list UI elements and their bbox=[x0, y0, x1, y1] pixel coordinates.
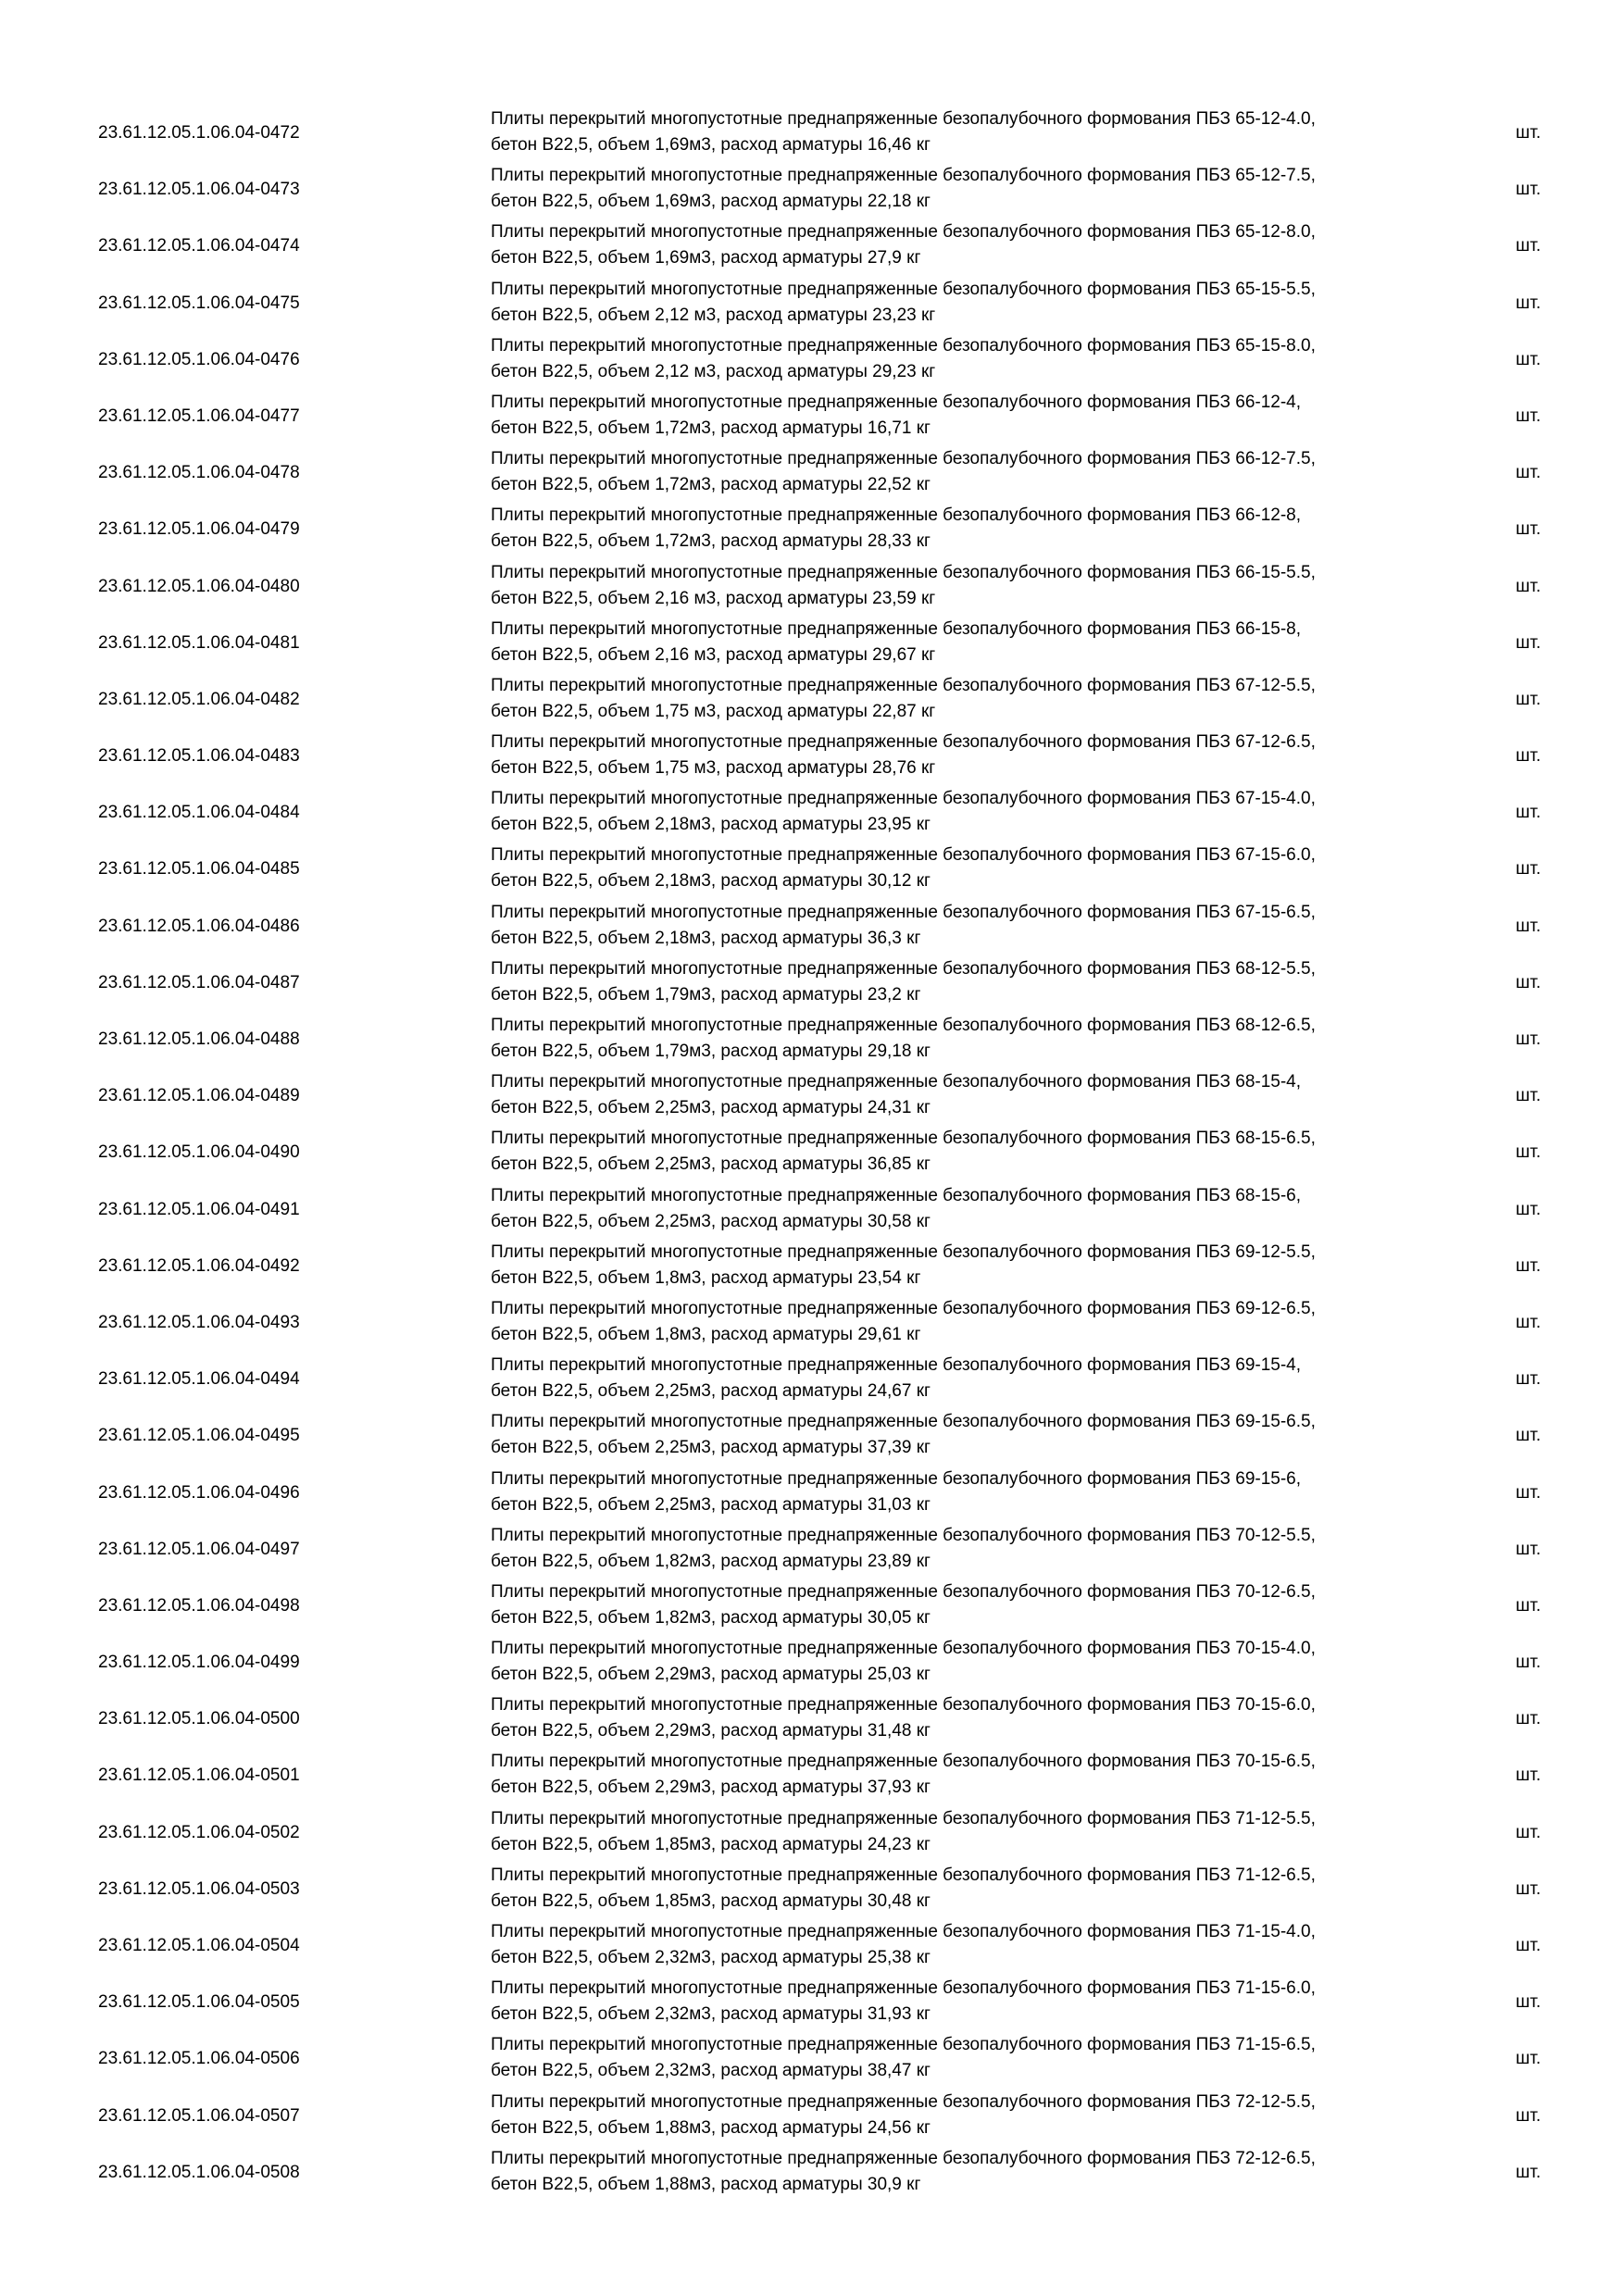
unit-of-measure: шт. bbox=[1516, 293, 1542, 313]
unit-of-measure: шт. bbox=[1516, 349, 1542, 369]
description-line-1: Плиты перекрытий многопустотные преднапряженные безопалубочного формования ПБЗ 72-12-6.5, bbox=[491, 2148, 1316, 2168]
resource-description bbox=[491, 1126, 1491, 1178]
resource-description bbox=[491, 219, 1491, 271]
resource-code: 23.61.12.05.1.06.04-0484 bbox=[98, 803, 300, 823]
description-line-2: бетон В22,5, объем 2,25м3, расход арматуры 24,31 кг bbox=[491, 1098, 931, 1118]
description-line-2: бетон В22,5, объем 1,72м3, расход арматуры 16,71 кг bbox=[491, 418, 931, 438]
resource-description bbox=[491, 2090, 1491, 2141]
description-line-2: бетон В22,5, объем 1,69м3, расход арматуры 27,9 кг bbox=[491, 248, 921, 268]
unit-of-measure: шт. bbox=[1516, 1822, 1542, 1842]
resource-code: 23.61.12.05.1.06.04-0478 bbox=[98, 463, 300, 483]
description-line-2: бетон В22,5, объем 1,69м3, расход арматуры 16,46 кг bbox=[491, 135, 931, 155]
resource-code: 23.61.12.05.1.06.04-0492 bbox=[98, 1255, 300, 1276]
table-row bbox=[0, 1578, 1624, 1634]
resource-code: 23.61.12.05.1.06.04-0476 bbox=[98, 349, 300, 369]
table-row bbox=[0, 1974, 1624, 2030]
resource-description bbox=[491, 560, 1491, 612]
resource-description bbox=[491, 1183, 1491, 1235]
description-line-2: бетон В22,5, объем 2,12 м3, расход арматуры 23,23 кг bbox=[491, 305, 936, 325]
table-row bbox=[0, 1124, 1624, 1180]
table-row bbox=[0, 1917, 1624, 1974]
resource-code: 23.61.12.05.1.06.04-0496 bbox=[98, 1482, 300, 1503]
table-row bbox=[0, 331, 1624, 388]
description-line-2: бетон В22,5, объем 2,18м3, расход арматуры 36,3 кг bbox=[491, 928, 921, 948]
table-row bbox=[0, 1011, 1624, 1067]
description-line-1: Плиты перекрытий многопустотные преднапряженные безопалубочного формования ПБЗ 67-15-6.5, bbox=[491, 902, 1316, 922]
description-line-1: Плиты перекрытий многопустотные преднапряженные безопалубочного формования ПБЗ 70-15-6.0, bbox=[491, 1695, 1316, 1716]
resource-description bbox=[491, 333, 1491, 385]
unit-of-measure: шт. bbox=[1516, 1199, 1542, 1219]
description-line-2: бетон В22,5, объем 2,32м3, расход арматуры 25,38 кг bbox=[491, 1948, 931, 1967]
table-row bbox=[0, 1181, 1624, 1238]
description-line-2: бетон В22,5, объем 1,75 м3, расход арматуры 28,76 кг bbox=[491, 758, 936, 779]
resource-description bbox=[491, 1353, 1491, 1404]
table-row bbox=[0, 615, 1624, 671]
unit-of-measure: шт. bbox=[1516, 1936, 1542, 1955]
description-line-1: Плиты перекрытий многопустотные преднапряженные безопалубочного формования ПБЗ 69-12-5.5, bbox=[491, 1242, 1316, 1262]
resource-description bbox=[491, 106, 1491, 158]
table-row bbox=[0, 161, 1624, 218]
description-line-1: Плиты перекрытий многопустотные преднапряженные безопалубочного формования ПБЗ 69-15-6, bbox=[491, 1468, 1302, 1489]
description-line-1: Плиты перекрытий многопустотные преднапряженные безопалубочного формования ПБЗ 67-12-6.5, bbox=[491, 732, 1316, 753]
table-row bbox=[0, 275, 1624, 331]
description-line-2: бетон В22,5, объем 1,72м3, расход арматуры 28,33 кг bbox=[491, 531, 931, 552]
resource-code: 23.61.12.05.1.06.04-0481 bbox=[98, 632, 300, 653]
description-line-1: Плиты перекрытий многопустотные преднапряженные безопалубочного формования ПБЗ 70-15-6.5, bbox=[491, 1752, 1316, 1772]
unit-of-measure: шт. bbox=[1516, 2162, 1542, 2182]
resource-code: 23.61.12.05.1.06.04-0485 bbox=[98, 859, 300, 880]
description-line-2: бетон В22,5, объем 2,16 м3, расход арматуры 29,67 кг bbox=[491, 644, 936, 665]
resource-description bbox=[491, 2146, 1491, 2198]
unit-of-measure: шт. bbox=[1516, 1766, 1542, 1786]
resource-description bbox=[491, 1806, 1491, 1858]
unit-of-measure: шт. bbox=[1516, 859, 1542, 880]
unit-of-measure: шт. bbox=[1516, 972, 1542, 992]
unit-of-measure: шт. bbox=[1516, 1255, 1542, 1276]
resource-code: 23.61.12.05.1.06.04-0498 bbox=[98, 1595, 300, 1616]
description-line-2: бетон В22,5, объем 1,82м3, расход арматуры 23,89 кг bbox=[491, 1551, 931, 1571]
resource-code: 23.61.12.05.1.06.04-0493 bbox=[98, 1312, 300, 1332]
unit-of-measure: шт. bbox=[1516, 1482, 1542, 1503]
resource-description bbox=[491, 786, 1491, 838]
unit-of-measure: шт. bbox=[1516, 519, 1542, 540]
description-line-2: бетон В22,5, объем 2,18м3, расход арматуры 30,12 кг bbox=[491, 871, 931, 892]
description-line-1: Плиты перекрытий многопустотные преднапряженные безопалубочного формования ПБЗ 66-15-5.5, bbox=[491, 562, 1316, 582]
table-row bbox=[0, 218, 1624, 274]
description-line-1: Плиты перекрытий многопустотные преднапряженные безопалубочного формования ПБЗ 66-12-8, bbox=[491, 505, 1302, 526]
resource-code: 23.61.12.05.1.06.04-0507 bbox=[98, 2105, 300, 2126]
description-line-1: Плиты перекрытий многопустотные преднапряженные безопалубочного формования ПБЗ 71-15-6.5, bbox=[491, 2035, 1316, 2055]
table-row bbox=[0, 1238, 1624, 1294]
resource-description bbox=[491, 1749, 1491, 1801]
table-row bbox=[0, 1521, 1624, 1578]
resource-code: 23.61.12.05.1.06.04-0501 bbox=[98, 1766, 300, 1786]
resource-description bbox=[491, 1523, 1491, 1575]
description-line-2: бетон В22,5, объем 2,32м3, расход арматуры 38,47 кг bbox=[491, 2061, 931, 2081]
description-line-2: бетон В22,5, объем 2,25м3, расход арматуры 30,58 кг bbox=[491, 1211, 931, 1231]
unit-of-measure: шт. bbox=[1516, 576, 1542, 596]
unit-of-measure: шт. bbox=[1516, 1426, 1542, 1446]
resource-description bbox=[491, 1240, 1491, 1292]
description-line-1: Плиты перекрытий многопустотные преднапряженные безопалубочного формования ПБЗ 69-15-6.5, bbox=[491, 1412, 1316, 1432]
resource-code: 23.61.12.05.1.06.04-0503 bbox=[98, 1878, 300, 1899]
resource-code: 23.61.12.05.1.06.04-0508 bbox=[98, 2162, 300, 2182]
resource-description bbox=[491, 503, 1491, 555]
description-line-2: бетон В22,5, объем 1,85м3, расход арматуры 30,48 кг bbox=[491, 1890, 931, 1911]
resource-code: 23.61.12.05.1.06.04-0505 bbox=[98, 1992, 300, 2013]
resource-description bbox=[491, 1013, 1491, 1065]
description-line-2: бетон В22,5, объем 1,79м3, расход арматуры 23,2 кг bbox=[491, 984, 921, 1004]
unit-of-measure: шт. bbox=[1516, 1709, 1542, 1729]
unit-of-measure: шт. bbox=[1516, 632, 1542, 653]
table-row bbox=[0, 388, 1624, 444]
unit-of-measure: шт. bbox=[1516, 1595, 1542, 1616]
description-line-1: Плиты перекрытий многопустотные преднапряженные безопалубочного формования ПБЗ 71-12-5.5, bbox=[491, 1808, 1316, 1828]
table-row bbox=[0, 955, 1624, 1011]
table-row bbox=[0, 105, 1624, 161]
description-line-1: Плиты перекрытий многопустотные преднапряженные безопалубочного формования ПБЗ 70-15-4.0, bbox=[491, 1639, 1316, 1659]
description-line-2: бетон В22,5, объем 1,72м3, расход арматуры 22,52 кг bbox=[491, 475, 931, 495]
table-row bbox=[0, 671, 1624, 728]
description-line-2: бетон В22,5, объем 2,12 м3, расход арматуры 29,23 кг bbox=[491, 361, 936, 381]
resource-description bbox=[491, 1863, 1491, 1915]
resource-description bbox=[491, 446, 1491, 498]
table-row bbox=[0, 558, 1624, 615]
resource-code: 23.61.12.05.1.06.04-0497 bbox=[98, 1539, 300, 1559]
unit-of-measure: шт. bbox=[1516, 2049, 1542, 2069]
description-line-1: Плиты перекрытий многопустотные преднапряженные безопалубочного формования ПБЗ 71-15-4.0, bbox=[491, 1922, 1316, 1941]
resource-description bbox=[491, 390, 1491, 442]
resource-description bbox=[491, 1069, 1491, 1121]
resource-description bbox=[491, 1692, 1491, 1744]
resource-code: 23.61.12.05.1.06.04-0480 bbox=[98, 576, 300, 596]
description-line-2: бетон В22,5, объем 2,16 м3, расход арматуры 23,59 кг bbox=[491, 588, 936, 608]
description-line-1: Плиты перекрытий многопустотные преднапряженные безопалубочного формования ПБЗ 70-12-6.5, bbox=[491, 1581, 1316, 1602]
description-line-2: бетон В22,5, объем 1,88м3, расход арматуры 24,56 кг bbox=[491, 2117, 931, 2138]
table-row bbox=[0, 898, 1624, 955]
resource-code: 23.61.12.05.1.06.04-0500 bbox=[98, 1709, 300, 1729]
resource-description bbox=[491, 1919, 1491, 1971]
unit-of-measure: шт. bbox=[1516, 236, 1542, 256]
resource-description bbox=[491, 277, 1491, 329]
description-line-2: бетон В22,5, объем 1,8м3, расход арматуры 29,61 кг bbox=[491, 1324, 921, 1344]
description-line-1: Плиты перекрытий многопустотные преднапряженные безопалубочного формования ПБЗ 68-15-6, bbox=[491, 1185, 1302, 1205]
unit-of-measure: шт. bbox=[1516, 1142, 1542, 1163]
unit-of-measure: шт. bbox=[1516, 1312, 1542, 1332]
description-line-2: бетон В22,5, объем 2,25м3, расход арматуры 36,85 кг bbox=[491, 1154, 931, 1175]
description-line-1: Плиты перекрытий многопустотные преднапряженные безопалубочного формования ПБЗ 66-15-8, bbox=[491, 618, 1302, 639]
resource-description bbox=[491, 842, 1491, 894]
resource-code: 23.61.12.05.1.06.04-0479 bbox=[98, 519, 300, 540]
resource-description bbox=[491, 730, 1491, 781]
description-line-1: Плиты перекрытий многопустотные преднапряженные безопалубочного формования ПБЗ 69-12-6.5, bbox=[491, 1298, 1316, 1318]
description-line-1: Плиты перекрытий многопустотные преднапряженные безопалубочного формования ПБЗ 68-12-6.5, bbox=[491, 1016, 1316, 1035]
unit-of-measure: шт. bbox=[1516, 1878, 1542, 1899]
description-line-2: бетон В22,5, объем 2,29м3, расход арматуры 25,03 кг bbox=[491, 1665, 931, 1685]
description-line-2: бетон В22,5, объем 2,25м3, расход арматуры 37,39 кг bbox=[491, 1438, 931, 1458]
description-line-2: бетон В22,5, объем 1,79м3, расход арматуры 29,18 кг bbox=[491, 1042, 931, 1061]
description-line-2: бетон В22,5, объем 1,69м3, расход арматуры 22,18 кг bbox=[491, 192, 931, 212]
description-line-1: Плиты перекрытий многопустотные преднапряженные безопалубочного формования ПБЗ 68-15-6.5, bbox=[491, 1129, 1316, 1149]
table-row bbox=[0, 444, 1624, 501]
unit-of-measure: шт. bbox=[1516, 1539, 1542, 1559]
table-row bbox=[0, 1407, 1624, 1464]
resource-description bbox=[491, 163, 1491, 215]
resource-code: 23.61.12.05.1.06.04-0490 bbox=[98, 1142, 300, 1163]
description-line-1: Плиты перекрытий многопустотные преднапряженные безопалубочного формования ПБЗ 69-15-4, bbox=[491, 1355, 1302, 1376]
unit-of-measure: шт. bbox=[1516, 1653, 1542, 1673]
unit-of-measure: шт. bbox=[1516, 463, 1542, 483]
resource-code: 23.61.12.05.1.06.04-0499 bbox=[98, 1653, 300, 1673]
unit-of-measure: шт. bbox=[1516, 180, 1542, 200]
resource-description bbox=[491, 1976, 1491, 2028]
table-row bbox=[0, 728, 1624, 784]
resource-code: 23.61.12.05.1.06.04-0473 bbox=[98, 180, 300, 200]
description-line-2: бетон В22,5, объем 1,82м3, расход арматуры 30,05 кг bbox=[491, 1607, 931, 1628]
description-line-1: Плиты перекрытий многопустотные преднапряженные безопалубочного формования ПБЗ 66-12-4, bbox=[491, 392, 1302, 412]
table-row bbox=[0, 501, 1624, 557]
resource-code: 23.61.12.05.1.06.04-0482 bbox=[98, 689, 300, 709]
description-line-2: бетон В22,5, объем 1,8м3, расход арматуры 23,54 кг bbox=[491, 1267, 921, 1288]
unit-of-measure: шт. bbox=[1516, 1369, 1542, 1390]
resource-code: 23.61.12.05.1.06.04-0506 bbox=[98, 2049, 300, 2069]
unit-of-measure: шт. bbox=[1516, 2105, 1542, 2126]
resource-code: 23.61.12.05.1.06.04-0475 bbox=[98, 293, 300, 313]
resource-code: 23.61.12.05.1.06.04-0487 bbox=[98, 972, 300, 992]
description-line-1: Плиты перекрытий многопустотные преднапряженные безопалубочного формования ПБЗ 68-12-5.5, bbox=[491, 958, 1316, 979]
description-line-2: бетон В22,5, объем 2,25м3, расход арматуры 31,03 кг bbox=[491, 1494, 931, 1515]
resource-code: 23.61.12.05.1.06.04-0489 bbox=[98, 1086, 300, 1106]
description-line-1: Плиты перекрытий многопустотные преднапряженные безопалубочного формования ПБЗ 67-12-5.5, bbox=[491, 675, 1316, 695]
resource-description bbox=[491, 1466, 1491, 1518]
description-line-1: Плиты перекрытий многопустотные преднапряженные безопалубочного формования ПБЗ 65-12-8.0, bbox=[491, 222, 1316, 243]
description-line-2: бетон В22,5, объем 2,25м3, расход арматуры 24,67 кг bbox=[491, 1381, 931, 1402]
table-row bbox=[0, 1465, 1624, 1521]
resource-code: 23.61.12.05.1.06.04-0502 bbox=[98, 1822, 300, 1842]
table-row bbox=[0, 2144, 1624, 2201]
table-row bbox=[0, 2088, 1624, 2144]
description-line-1: Плиты перекрытий многопустотные преднапряженные безопалубочного формования ПБЗ 65-12-7.5, bbox=[491, 166, 1316, 186]
unit-of-measure: шт. bbox=[1516, 1086, 1542, 1106]
table-row bbox=[0, 1861, 1624, 1917]
unit-of-measure: шт. bbox=[1516, 916, 1542, 936]
table-row bbox=[0, 2030, 1624, 2087]
resource-code: 23.61.12.05.1.06.04-0495 bbox=[98, 1426, 300, 1446]
unit-of-measure: шт. bbox=[1516, 1029, 1542, 1049]
resource-code: 23.61.12.05.1.06.04-0477 bbox=[98, 406, 300, 426]
table-row bbox=[0, 841, 1624, 897]
unit-of-measure: шт. bbox=[1516, 746, 1542, 767]
table-row bbox=[0, 1294, 1624, 1351]
description-line-1: Плиты перекрытий многопустотные преднапряженные безопалубочного формования ПБЗ 70-12-5.5, bbox=[491, 1525, 1316, 1545]
description-line-2: бетон В22,5, объем 1,75 м3, расход арматуры 22,87 кг bbox=[491, 701, 936, 721]
description-line-1: Плиты перекрытий многопустотные преднапряженные безопалубочного формования ПБЗ 67-15-6.0, bbox=[491, 845, 1316, 866]
description-line-1: Плиты перекрытий многопустотные преднапряженные безопалубочного формования ПБЗ 65-12-4.0, bbox=[491, 109, 1316, 129]
description-line-1: Плиты перекрытий многопустотные преднапряженные безопалубочного формования ПБЗ 67-15-4.0, bbox=[491, 789, 1316, 809]
description-line-1: Плиты перекрытий многопустотные преднапряженные безопалубочного формования ПБЗ 71-15-6.0, bbox=[491, 1978, 1316, 1999]
description-line-2: бетон В22,5, объем 2,32м3, расход арматуры 31,93 кг bbox=[491, 2004, 931, 2025]
description-line-1: Плиты перекрытий многопустотные преднапряженные безопалубочного формования ПБЗ 68-15-4, bbox=[491, 1072, 1302, 1092]
resource-code: 23.61.12.05.1.06.04-0504 bbox=[98, 1936, 300, 1955]
unit-of-measure: шт. bbox=[1516, 1992, 1542, 2013]
description-line-1: Плиты перекрытий многопустотные преднапряженные безопалубочного формования ПБЗ 72-12-5.5, bbox=[491, 2091, 1316, 2112]
description-line-2: бетон В22,5, объем 2,29м3, расход арматуры 31,48 кг bbox=[491, 1721, 931, 1741]
resource-code: 23.61.12.05.1.06.04-0472 bbox=[98, 123, 300, 143]
table-row bbox=[0, 1067, 1624, 1124]
resource-description bbox=[491, 900, 1491, 952]
table-row bbox=[0, 1634, 1624, 1691]
table-row bbox=[0, 1804, 1624, 1861]
description-line-2: бетон В22,5, объем 1,85м3, расход арматуры 24,23 кг bbox=[491, 1834, 931, 1854]
description-line-1: Плиты перекрытий многопустотные преднапряженные безопалубочного формования ПБЗ 65-15-8.0, bbox=[491, 335, 1316, 356]
description-line-1: Плиты перекрытий многопустотные преднапряженные безопалубочного формования ПБЗ 66-12-7.5, bbox=[491, 449, 1316, 469]
resource-description bbox=[491, 1579, 1491, 1631]
price-list-table bbox=[0, 105, 1624, 2201]
table-row bbox=[0, 784, 1624, 841]
description-line-2: бетон В22,5, объем 2,29м3, расход арматуры 37,93 кг bbox=[491, 1778, 931, 1798]
resource-code: 23.61.12.05.1.06.04-0486 bbox=[98, 916, 300, 936]
description-line-1: Плиты перекрытий многопустотные преднапряженные безопалубочного формования ПБЗ 65-15-5.5, bbox=[491, 279, 1316, 299]
resource-description bbox=[491, 1296, 1491, 1348]
unit-of-measure: шт. bbox=[1516, 406, 1542, 426]
resource-description bbox=[491, 1409, 1491, 1461]
resource-description bbox=[491, 956, 1491, 1008]
resource-description bbox=[491, 617, 1491, 668]
unit-of-measure: шт. bbox=[1516, 689, 1542, 709]
resource-description bbox=[491, 1636, 1491, 1688]
description-line-1: Плиты перекрытий многопустотные преднапряженные безопалубочного формования ПБЗ 71-12-6.5, bbox=[491, 1865, 1316, 1885]
unit-of-measure: шт. bbox=[1516, 803, 1542, 823]
resource-code: 23.61.12.05.1.06.04-0494 bbox=[98, 1369, 300, 1390]
resource-code: 23.61.12.05.1.06.04-0491 bbox=[98, 1199, 300, 1219]
table-row bbox=[0, 1747, 1624, 1803]
resource-description bbox=[491, 673, 1491, 725]
description-line-2: бетон В22,5, объем 1,88м3, расход арматуры 30,9 кг bbox=[491, 2174, 921, 2194]
unit-of-measure: шт. bbox=[1516, 123, 1542, 143]
resource-code: 23.61.12.05.1.06.04-0488 bbox=[98, 1029, 300, 1049]
resource-code: 23.61.12.05.1.06.04-0483 bbox=[98, 746, 300, 767]
resource-description bbox=[491, 2032, 1491, 2084]
description-line-2: бетон В22,5, объем 2,18м3, расход арматуры 23,95 кг bbox=[491, 815, 931, 835]
table-row bbox=[0, 1351, 1624, 1407]
table-row bbox=[0, 1691, 1624, 1747]
resource-code: 23.61.12.05.1.06.04-0474 bbox=[98, 236, 300, 256]
